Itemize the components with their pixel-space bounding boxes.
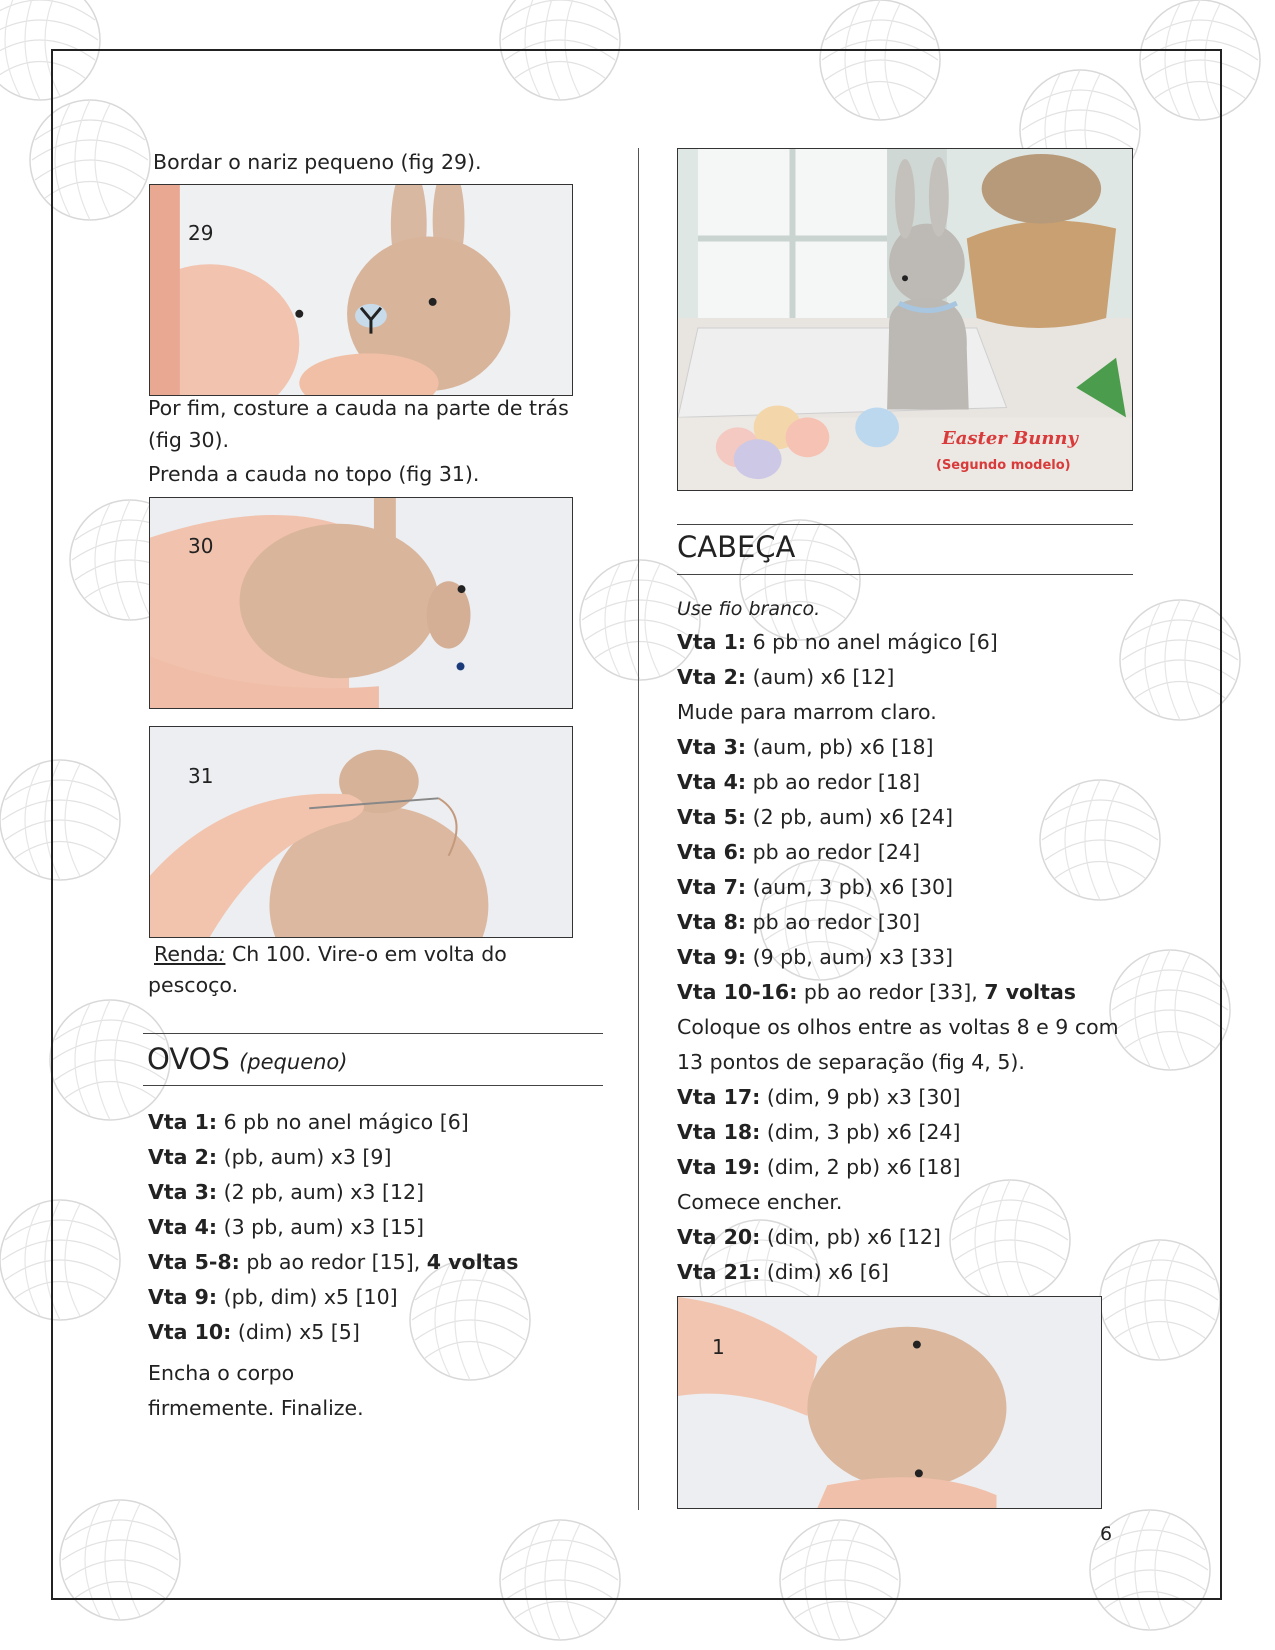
photo-subtitle: (Segundo modelo): [936, 458, 1071, 473]
fig-number-31: 31: [188, 764, 214, 788]
instruction-nose: Bordar o nariz pequeno (fig 29).: [153, 150, 482, 174]
list-item: Mude para marrom claro.: [677, 700, 937, 724]
photo-fig-30: [149, 497, 573, 709]
cabeca-intro: Use fio branco.: [677, 598, 821, 620]
list-item: Vta 5-8: pb ao redor [15], 4 voltas: [148, 1250, 519, 1274]
list-item: Vta 18: (dim, 3 pb) x6 [24]: [677, 1120, 961, 1144]
list-item: Vta 9: (9 pb, aum) x3 [33]: [677, 945, 954, 969]
list-item: Vta 2: (aum) x6 [12]: [677, 665, 895, 689]
ovos-subtitle: (pequeno): [239, 1050, 348, 1074]
photo-fig-29: [149, 184, 573, 396]
list-item: Vta 10-16: pb ao redor [33], 7 voltas: [677, 980, 1077, 1004]
list-item: Vta 8: pb ao redor [30]: [677, 910, 920, 934]
renda-instruction-2: pescoço.: [148, 973, 239, 997]
list-item: Vta 9: (pb, dim) x5 [10]: [148, 1285, 398, 1309]
instruction-tail-1: Por fim, costure a cauda na parte de trás: [148, 396, 569, 420]
cabeca-heading: CABEÇA: [677, 530, 796, 564]
ovos-heading: [147, 1041, 347, 1080]
cabeca-rule-bottom: [677, 574, 1133, 575]
instruction-tail-top: Prenda a cauda no topo (fig 31).: [148, 462, 480, 486]
photo-title: Easter Bunny: [942, 428, 1078, 449]
photo-fig-1: [677, 1296, 1102, 1509]
list-item: 13 pontos de separação (fig 4, 5).: [677, 1050, 1025, 1074]
list-item: Vta 7: (aum, 3 pb) x6 [30]: [677, 875, 954, 899]
ovos-rule-bottom: [143, 1085, 603, 1086]
list-item: Vta 6: pb ao redor [24]: [677, 840, 920, 864]
instruction-tail-2: (fig 30).: [148, 428, 230, 452]
renda-instruction: [154, 937, 507, 972]
fig-number-1: 1: [712, 1335, 725, 1359]
ovos-finish-1: Encha o corpo: [148, 1361, 295, 1385]
list-item: Coloque os olhos entre as voltas 8 e 9 com: [677, 1015, 1119, 1039]
fig-number-30: 30: [188, 534, 214, 558]
renda-colon: :: [218, 942, 226, 966]
page-number: 6: [1100, 1523, 1113, 1545]
cabeca-rule-top: [677, 524, 1133, 525]
list-item: Vta 3: (aum, pb) x6 [18]: [677, 735, 934, 759]
list-item: Vta 17: (dim, 9 pb) x3 [30]: [677, 1085, 961, 1109]
renda-text: Ch 100. Vire-o em volta do: [225, 942, 507, 966]
list-item: Vta 20: (dim, pb) x6 [12]: [677, 1225, 941, 1249]
list-item: Vta 1: 6 pb no anel mágico [6]: [677, 630, 998, 654]
list-item: Comece encher.: [677, 1190, 843, 1214]
fig-number-29: 29: [188, 221, 214, 245]
ovos-finish-2: firmemente. Finalize.: [148, 1396, 364, 1420]
list-item: Vta 4: (3 pb, aum) x3 [15]: [148, 1215, 425, 1239]
list-item: Vta 21: (dim) x6 [6]: [677, 1260, 889, 1284]
list-item: Vta 5: (2 pb, aum) x6 [24]: [677, 805, 954, 829]
list-item: Vta 1: 6 pb no anel mágico [6]: [148, 1110, 469, 1134]
column-divider: [638, 148, 639, 1510]
list-item: Vta 3: (2 pb, aum) x3 [12]: [148, 1180, 425, 1204]
list-item: Vta 4: pb ao redor [18]: [677, 770, 920, 794]
list-item: Vta 10: (dim) x5 [5]: [148, 1320, 360, 1344]
list-item: Vta 19: (dim, 2 pb) x6 [18]: [677, 1155, 961, 1179]
photo-fig-31: [149, 726, 573, 938]
ovos-title: OVOS: [147, 1042, 230, 1076]
renda-label: Renda: [154, 942, 219, 966]
ovos-rule-top: [143, 1033, 603, 1034]
list-item: Vta 2: (pb, aum) x3 [9]: [148, 1145, 392, 1169]
